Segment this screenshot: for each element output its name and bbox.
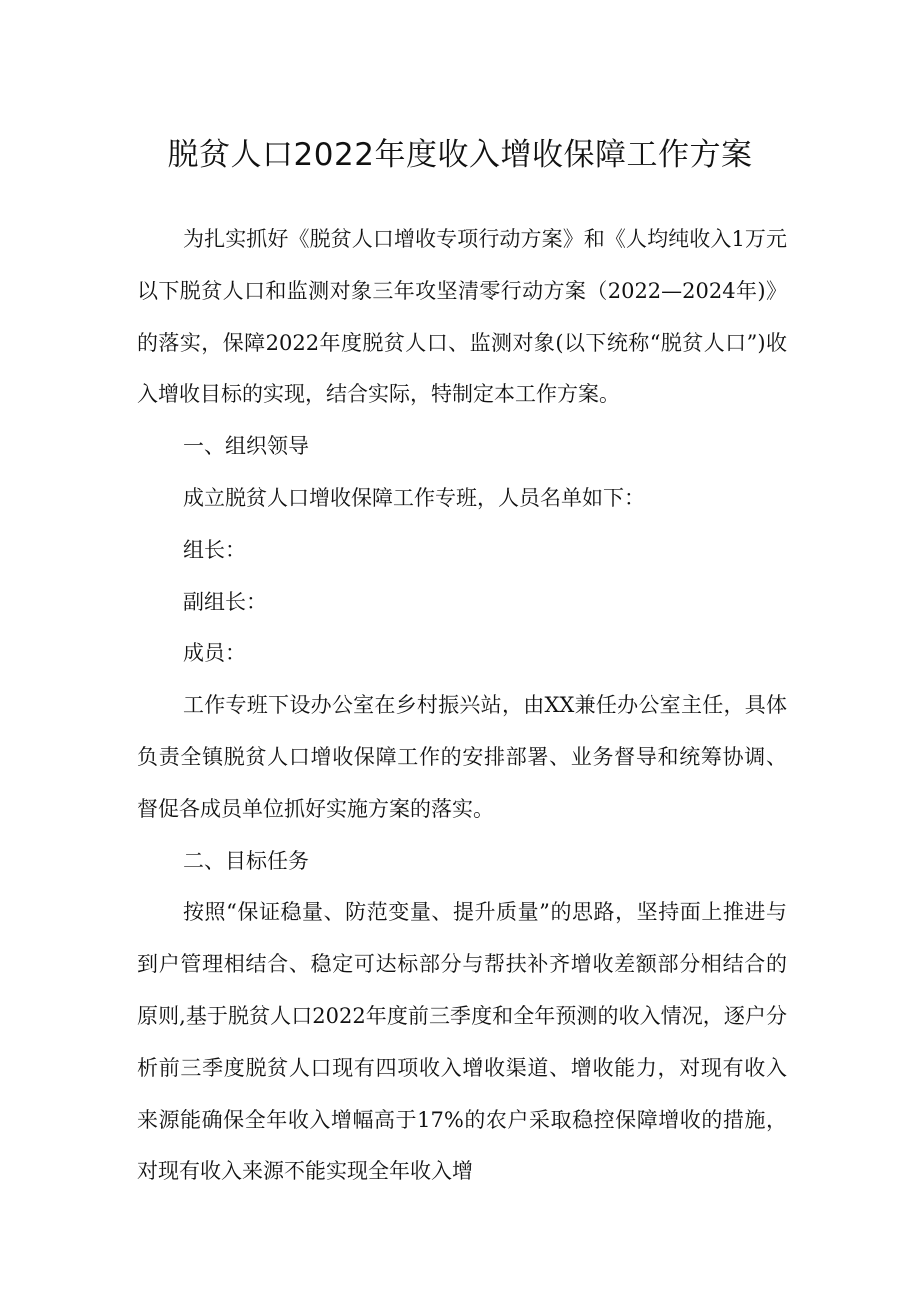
paragraph-task-force: 成立脱贫人口增收保障工作专班，人员名单如下： xyxy=(183,485,645,510)
document-body xyxy=(137,214,787,1198)
section-heading-organization: 一、组织领导 xyxy=(183,434,309,459)
paragraph-intro: 为扎实抓好《脱贫人口增收专项行动方案》和《人均纯收入1万元以下脱贫人口和监测对象三年攻坚清零行动方案（2022—2024年)》的落实，保障2022年度脱贫人口、监测对象(以下统称“脱贫人口”)收入增收目标的实现，结合实际，特制定本工作方案。 xyxy=(137,227,787,407)
paragraph-approach: 按照“保证稳量、防范变量、提升质量”的思路，坚持面上推进与到户管理相结合、稳定可达标部分与帮扶补齐增收差额部分相结合的原则,基于脱贫人口2022年度前三季度和全年预测的收入情况，逐户分析前三季度脱贫人口现有四项收入增收渠道、增收能力，对现有收入来源能确保全年收入增幅高于17%的农户采取稳控保障增收的措施，对现有收入来源不能实现全年收入增 xyxy=(137,900,787,1184)
paragraph-members: 成员： xyxy=(183,641,246,666)
paragraph-team-leader: 组长： xyxy=(183,537,246,562)
section-heading-goals: 二、目标任务 xyxy=(183,848,309,873)
paragraph-deputy-leader: 副组长： xyxy=(183,589,267,614)
paragraph-office: 工作专班下设办公室在乡村振兴站，由XX兼任办公室主任，具体负责全镇脱贫人口增收保障工作的安排部署、业务督导和统筹协调、督促各成员单位抓好实施方案的落实。 xyxy=(137,693,787,821)
document-title: 脱贫人口2022年度收入增收保障工作方案 xyxy=(167,137,753,173)
